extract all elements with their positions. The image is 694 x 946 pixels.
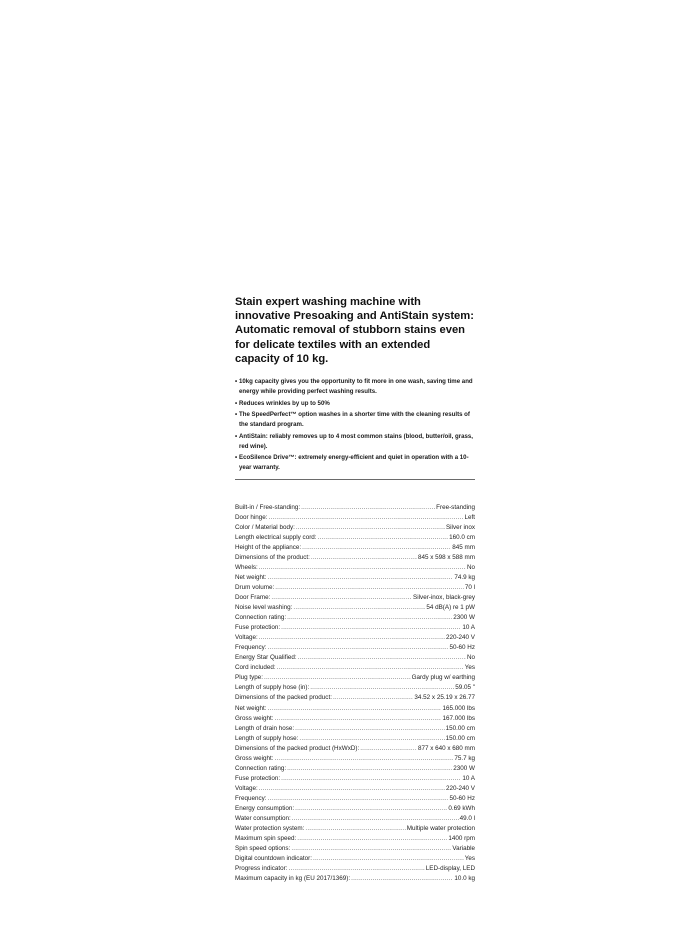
spec-row xyxy=(235,523,475,533)
spec-label: Digital countdown indicator: xyxy=(235,855,313,863)
spec-row xyxy=(235,804,475,814)
spec-label: Dimensions of the packed product: xyxy=(235,694,332,702)
spec-value: 845 mm xyxy=(452,543,475,551)
dot-leader xyxy=(289,864,425,874)
dot-leader xyxy=(293,603,425,613)
spec-row xyxy=(235,623,475,633)
dot-leader xyxy=(305,824,405,834)
spec-value: 150.00 cm xyxy=(445,734,475,742)
spec-value: 220-240 V xyxy=(445,634,475,642)
spec-row xyxy=(235,583,475,593)
spec-label: Net weight: xyxy=(235,704,267,712)
spec-row xyxy=(235,603,475,613)
spec-label: Spin speed options: xyxy=(235,845,291,853)
spec-value: LED-display, LED xyxy=(425,865,475,873)
feature-text: 10kg capacity gives you the opportunity to fit more in one wash, saving time and energy while providing perfect washing results. xyxy=(239,378,473,396)
spec-row xyxy=(235,663,475,673)
spec-value: 165.000 lbs xyxy=(442,704,475,712)
bullet-marker: • xyxy=(235,378,238,386)
spec-row xyxy=(235,824,475,834)
spec-value: 845 x 598 x 588 mm xyxy=(417,553,475,561)
spec-label: Fuse protection: xyxy=(235,774,281,782)
spec-value: 150.00 cm xyxy=(445,724,475,732)
spec-label: Frequency: xyxy=(235,644,267,652)
spec-label: Fuse protection: xyxy=(235,624,281,632)
spec-label: Connection rating: xyxy=(235,764,287,772)
feature-text: The SpeedPerfect™ option washes in a shorter time with the cleaning results of the standard program. xyxy=(239,411,470,429)
dot-leader xyxy=(281,623,461,633)
dot-leader xyxy=(318,533,449,543)
spec-row xyxy=(235,714,475,724)
spec-label: Length of supply hose: xyxy=(235,734,299,742)
dot-leader xyxy=(295,724,444,734)
spec-label: Length of drain hose: xyxy=(235,724,295,732)
spec-value: 49.0 l xyxy=(459,815,475,823)
dot-leader xyxy=(269,513,464,523)
feature-bullet xyxy=(235,453,475,473)
spec-label: Connection rating: xyxy=(235,614,287,622)
spec-label: Energy Star Qualified: xyxy=(235,654,297,662)
spec-label: Door hinge: xyxy=(235,513,268,521)
spec-row xyxy=(235,814,475,824)
spec-row xyxy=(235,513,475,523)
spec-row xyxy=(235,854,475,864)
spec-label: Height of the appliance: xyxy=(235,543,302,551)
feature-bullet xyxy=(235,399,475,409)
spec-value: 10 A xyxy=(462,624,475,632)
spec-label: Length of supply hose (in): xyxy=(235,684,310,692)
spec-row xyxy=(235,874,475,884)
spec-value: 2300 W xyxy=(453,614,475,622)
spec-value: 50-60 Hz xyxy=(449,644,475,652)
dot-leader xyxy=(291,844,451,854)
spec-value: 1400 rpm xyxy=(448,835,475,843)
dot-leader xyxy=(298,653,466,663)
spec-row xyxy=(235,553,475,563)
dot-leader xyxy=(302,543,451,553)
feature-bullet xyxy=(235,410,475,430)
spec-value: 2300 W xyxy=(453,764,475,772)
spec-row xyxy=(235,563,475,573)
spec-value: 34.52 x 25.19 x 26.77 xyxy=(414,694,475,702)
feature-bullet xyxy=(235,377,475,397)
spec-label: Wheels: xyxy=(235,563,258,571)
spec-row xyxy=(235,744,475,754)
spec-row xyxy=(235,503,475,513)
spec-label: Voltage: xyxy=(235,634,258,642)
dot-leader xyxy=(275,714,442,724)
spec-label: Door Frame: xyxy=(235,594,271,602)
spec-row xyxy=(235,784,475,794)
spec-label: Drum volume: xyxy=(235,583,275,591)
spec-row xyxy=(235,754,475,764)
bullet-marker: • xyxy=(235,454,238,462)
spec-label: Built-in / Free-standing: xyxy=(235,503,301,511)
spec-row xyxy=(235,764,475,774)
spec-row xyxy=(235,613,475,623)
feature-text: EcoSilence Drive™: extremely energy-efficient and quiet in operation with a 10-year warranty. xyxy=(239,454,469,472)
spec-label: Net weight: xyxy=(235,573,267,581)
spec-value: Variable xyxy=(452,845,475,853)
feature-text: Reduces wrinkles by up to 50% xyxy=(239,399,330,407)
dot-leader xyxy=(311,553,417,563)
spec-value: 54 dB(A) re 1 pW xyxy=(426,604,475,612)
product-headline: Stain expert washing machine with innovative Presoaking and AntiStain system: Automatic removal of stubborn stains even for delicate textiles with an extended capacity of 10 kg. xyxy=(235,296,474,365)
spec-row xyxy=(235,633,475,643)
spec-value: Silver inox xyxy=(445,523,475,531)
spec-row xyxy=(235,673,475,683)
spec-value: 59.05 " xyxy=(455,684,475,692)
dot-leader xyxy=(360,744,417,754)
dot-leader xyxy=(259,784,445,794)
spec-label: Maximum capacity in kg (EU 2017/1369): xyxy=(235,875,351,883)
bullet-marker: • xyxy=(235,399,238,407)
spec-row xyxy=(235,774,475,784)
spec-row xyxy=(235,683,475,693)
product-sheet xyxy=(235,295,475,884)
dot-leader xyxy=(297,834,447,844)
spec-row xyxy=(235,533,475,543)
spec-value: 74.9 kg xyxy=(454,573,475,581)
dot-leader xyxy=(292,814,459,824)
spec-value: 167.000 lbs xyxy=(442,714,475,722)
spec-value: No xyxy=(466,563,475,571)
spec-label: Water protection system: xyxy=(235,825,305,833)
spec-row xyxy=(235,794,475,804)
spec-label: Length electrical supply cord: xyxy=(235,533,317,541)
spec-value: Free-standing xyxy=(436,503,475,511)
spec-row xyxy=(235,724,475,734)
dot-leader xyxy=(351,874,453,884)
dot-leader xyxy=(268,704,442,714)
bullet-marker: • xyxy=(235,411,238,418)
dot-leader xyxy=(268,794,449,804)
spec-value: Yes xyxy=(464,664,475,672)
spec-value: No xyxy=(466,654,475,662)
spec-row xyxy=(235,844,475,854)
spec-label: Plug type: xyxy=(235,674,264,682)
spec-label: Water consumption: xyxy=(235,815,291,823)
spec-label: Dimensions of the packed product (HxWxD): xyxy=(235,744,360,752)
spec-label: Maximum spin speed: xyxy=(235,835,297,843)
dot-leader xyxy=(313,854,464,864)
spec-row xyxy=(235,653,475,663)
dot-leader xyxy=(277,663,464,673)
spec-value: 877 x 640 x 680 mm xyxy=(417,744,475,752)
feature-bullet xyxy=(235,432,475,452)
spec-label: Energy consumption: xyxy=(235,805,295,812)
spec-value: Silver-inox, black-grey xyxy=(413,594,475,602)
spec-value: 75.7 kg xyxy=(454,754,475,762)
spec-label: Gross weight: xyxy=(235,714,274,722)
dot-leader xyxy=(268,573,454,583)
spec-row xyxy=(235,834,475,844)
spec-value: Yes xyxy=(464,855,475,863)
spec-value: Left xyxy=(464,513,475,521)
feature-list xyxy=(235,377,475,474)
dot-leader xyxy=(281,774,461,784)
spec-value: Multiple water protection xyxy=(406,825,475,833)
dot-leader xyxy=(264,673,411,683)
spec-label: Gross weight: xyxy=(235,754,274,762)
spec-value: 10 A xyxy=(462,774,475,782)
spec-label: Voltage: xyxy=(235,784,258,792)
section-divider xyxy=(235,479,475,480)
feature-text: AntiStain: reliably removes up to 4 most common stains (blood, butter/oil, grass, red wine). xyxy=(239,432,473,450)
spec-value: 160.0 cm xyxy=(449,533,475,541)
dot-leader xyxy=(287,764,452,774)
dot-leader xyxy=(299,734,444,744)
spec-value: 10.0 kg xyxy=(454,875,475,883)
dot-leader xyxy=(275,754,454,764)
spec-row xyxy=(235,734,475,744)
spec-row xyxy=(235,693,475,703)
spec-value: 0.69 kWh xyxy=(448,805,475,812)
spec-row xyxy=(235,864,475,874)
dot-leader xyxy=(296,523,445,533)
spec-row xyxy=(235,543,475,553)
bullet-marker: • xyxy=(235,432,238,440)
spec-label: Frequency: xyxy=(235,794,267,802)
dot-leader xyxy=(287,613,452,623)
dot-leader xyxy=(333,693,413,703)
spec-row xyxy=(235,643,475,653)
spec-label: Color / Material body: xyxy=(235,523,295,531)
spec-row xyxy=(235,593,475,603)
dot-leader xyxy=(271,593,412,603)
spec-table xyxy=(235,503,475,885)
spec-value: 70 l xyxy=(464,583,475,591)
dot-leader xyxy=(268,643,449,653)
dot-leader xyxy=(310,683,454,693)
spec-row xyxy=(235,704,475,714)
dot-leader xyxy=(259,563,466,573)
spec-value: 50-60 Hz xyxy=(449,794,475,802)
spec-value: 220-240 V xyxy=(445,784,475,792)
spec-value: Gardy plug w/ earthing xyxy=(411,674,475,682)
spec-label: Dimensions of the product: xyxy=(235,553,310,561)
spec-label: Cord included: xyxy=(235,664,276,672)
spec-label: Noise level washing: xyxy=(235,604,293,612)
dot-leader xyxy=(301,503,435,513)
dot-leader xyxy=(275,583,464,593)
dot-leader xyxy=(295,804,447,814)
dot-leader xyxy=(259,633,445,643)
spec-label: Progress indicator: xyxy=(235,865,288,873)
spec-row xyxy=(235,573,475,583)
